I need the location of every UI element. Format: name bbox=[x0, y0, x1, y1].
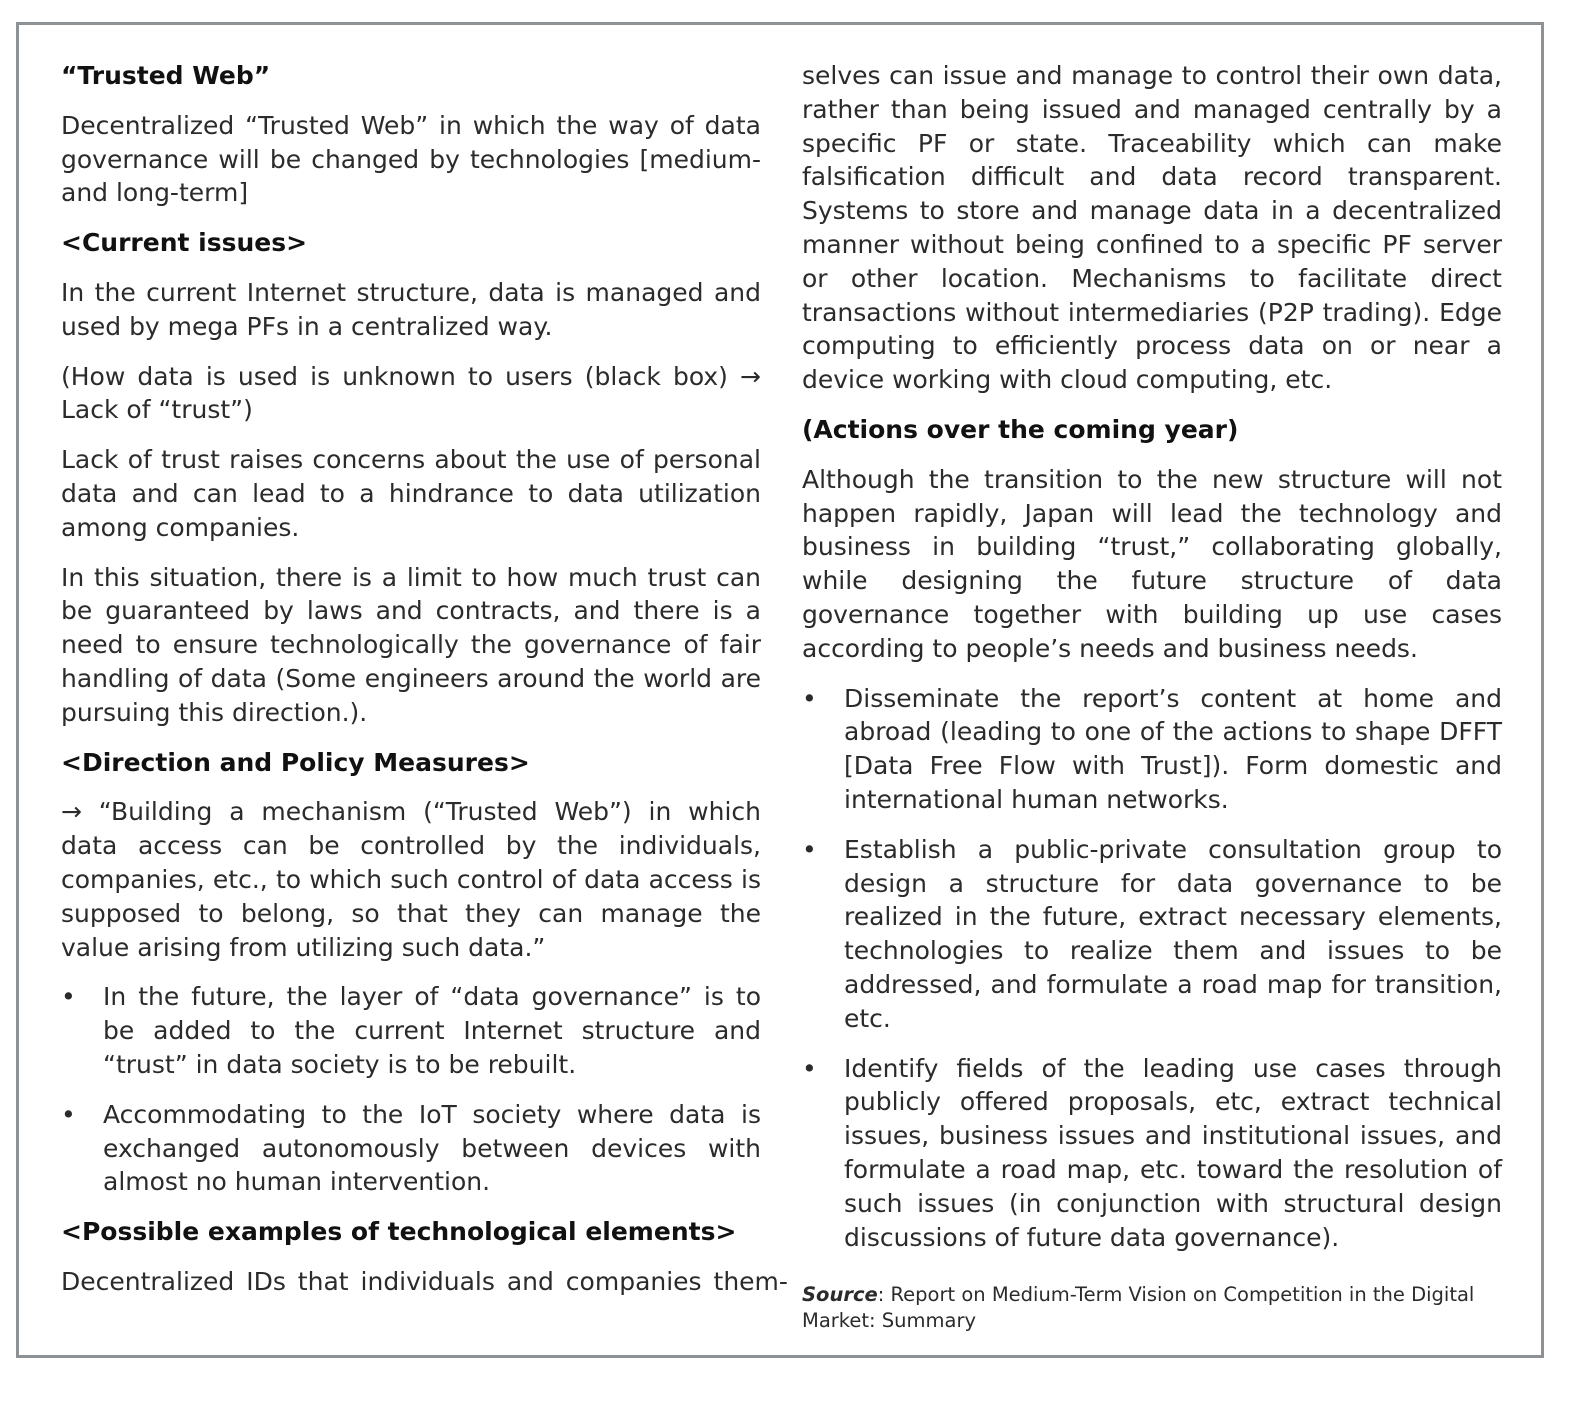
document-box bbox=[16, 22, 1544, 1358]
current-issues-heading: <Current issues> bbox=[61, 228, 308, 258]
current-issues-paragraph-1: In the current Internet structure, data is managed and used by mega PFs in a centralized way. bbox=[61, 277, 761, 341]
bullet-icon: • bbox=[802, 834, 817, 864]
bullet-item bbox=[802, 1052, 1502, 1255]
source-text: : Report on Medium-Term Vision on Competition in the Digital Market: Summary bbox=[802, 1283, 1475, 1333]
examples-heading: <Possible examples of technological elements> bbox=[61, 1217, 737, 1247]
bullet-icon: • bbox=[802, 1053, 817, 1083]
actions-bullet-list bbox=[802, 682, 1502, 1255]
bullet-item bbox=[802, 682, 1502, 817]
direction-heading: <Direction and Policy Measures> bbox=[61, 747, 530, 777]
bullet-text: Accommodating to the IoT society where data is exchanged autonomously between devices with almost no human intervention. bbox=[103, 1099, 761, 1197]
direction-bullet-list bbox=[61, 980, 761, 1199]
right-column bbox=[802, 59, 1502, 1334]
intro-paragraph: Decentralized “Trusted Web” in which the way of data governance will be changed by technologies [medium- and long-term] bbox=[61, 110, 761, 208]
bullet-text: In the future, the layer of “data governance” is to be added to the current Internet structure and “trust” in data society is to be rebuilt. bbox=[103, 982, 761, 1079]
bullet-item bbox=[802, 833, 1502, 1036]
current-issues-paragraph-4: In this situation, there is a limit to how much trust can be guaranteed by laws and contracts, and there is a need to ensure technologically the governance of fair handling of data (Some engineers around the world are pursuing this direction.). bbox=[61, 562, 761, 727]
bullet-icon: • bbox=[61, 982, 76, 1012]
bullet-text: Establish a public-private consultation group to design a structure for data governance to be realized in the future, extract necessary elements, technologies to realize them and issues to be addressed, and formulate a road map for transition, etc. bbox=[844, 834, 1502, 1033]
direction-paragraph: → “Building a mechanism (“Trusted Web”) in which data access can be controlled by the individuals, companies, etc., to which such control of data access is supposed to belong, so that they can manage the value arising from utilizing such data.” bbox=[61, 797, 761, 962]
actions-paragraph: Although the transition to the new structure will not happen rapidly, Japan will lead the technology and business in building “trust,” collaborating globally, while designing the future structure of data governance together with building up use cases according to people’s needs and business needs. bbox=[802, 464, 1502, 663]
source-label: Source bbox=[802, 1283, 878, 1307]
actions-heading: (Actions over the coming year) bbox=[802, 414, 1239, 444]
examples-paragraph-start: Decentralized IDs that individuals and companies them- bbox=[61, 1266, 788, 1296]
box-title: “Trusted Web” bbox=[61, 61, 271, 90]
bullet-text: Identify fields of the leading use cases through publicly offered proposals, etc, extract technical issues, business issues and institutional issues, and formulate a road map, etc. toward the resolution of such issues (in conjunction with structural design discussions of future data governance). bbox=[844, 1053, 1502, 1252]
examples-paragraph-continued: selves can issue and manage to control their own data, rather than being issued and managed centrally by a specific PF or state. Traceability which can make falsification difficult and data record transparent. Systems to store and manage data in a decentralized manner without being confined to a specific PF server or other location. Mechanisms to facilitate direct transactions without intermediaries (P2P trading). Edge computing to efficiently process data on or near a device working with cloud computing, etc. bbox=[802, 61, 1502, 395]
bullet-item bbox=[61, 1098, 761, 1199]
current-issues-paragraph-3: Lack of trust raises concerns about the use of personal data and can lead to a hindrance to data utilization among companies. bbox=[61, 445, 761, 542]
bullet-item bbox=[61, 980, 761, 1081]
bullet-icon: • bbox=[61, 1099, 76, 1129]
bullet-icon: • bbox=[802, 683, 817, 713]
bullet-text: Disseminate the report’s content at home and abroad (leading to one of the actions to shape DFFT [Data Free Flow with Trust]). Form domestic and international human networks. bbox=[844, 683, 1502, 814]
source-note bbox=[802, 1282, 1502, 1334]
left-column bbox=[61, 59, 788, 1315]
current-issues-paragraph-2: (How data is used is unknown to users (black box) → Lack of “trust”) bbox=[61, 361, 761, 425]
